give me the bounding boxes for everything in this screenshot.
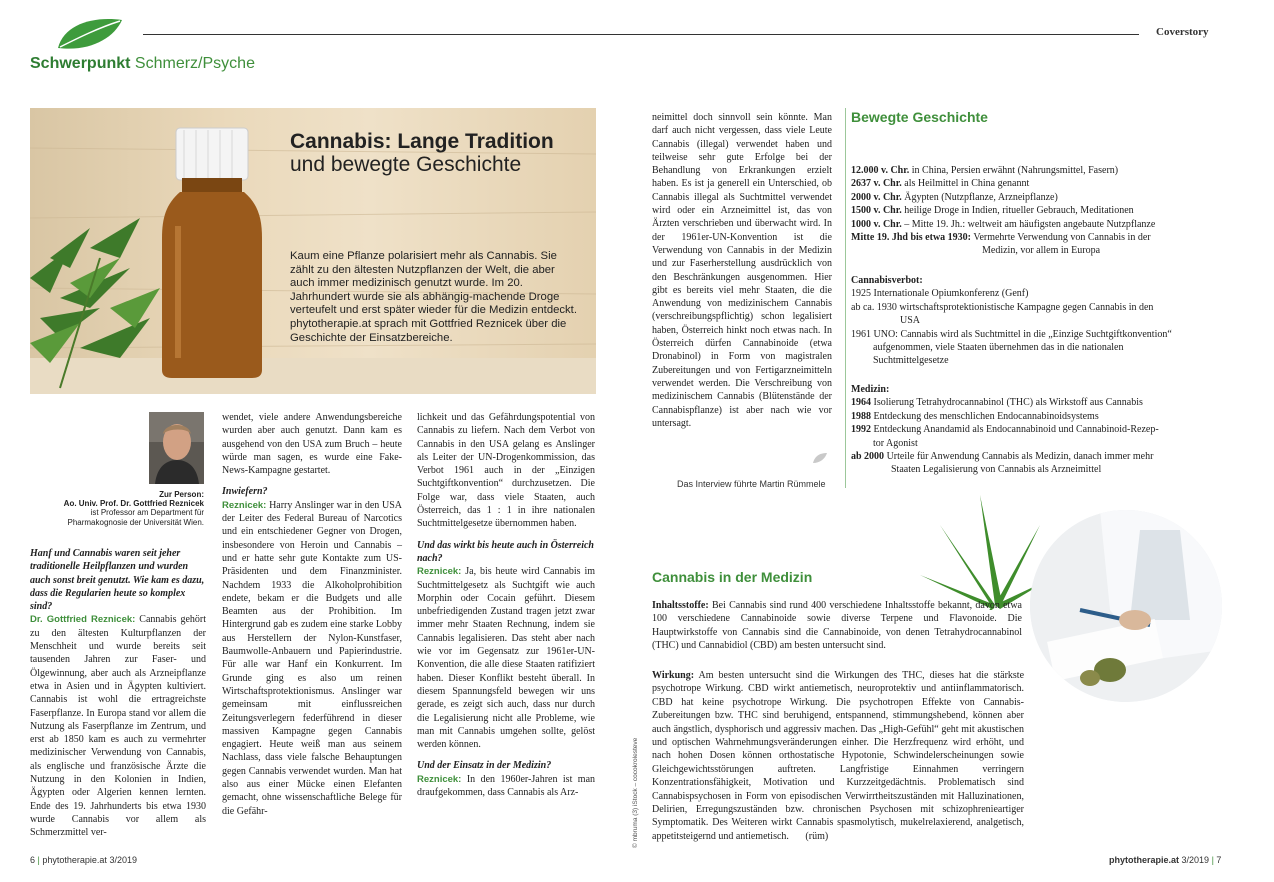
hero-intro: Kaum eine Pflanze polarisiert mehr als Cannabis. Sie zählt zu den ältesten Nutzpflanzen der Welt, die aber auch immer medizinisch genutzt wurde. Im 20. Jahrhundert wurde sie als abhängig-machende Droge verteufelt und erst später wieder für die Medizin entdeckt. phytotherapie.at sprach mit Gottfried Reznicek über die Geschichte der Einsatzbereiche. xyxy=(290,250,577,344)
footer-left-issue: 3/2019 xyxy=(109,855,137,865)
column-3 xyxy=(417,411,595,799)
medizin-p2-label: Wirkung: xyxy=(652,670,695,681)
verbot-row-cont: Suchtmittelgesetze xyxy=(873,355,949,367)
section-title-light: Schmerz/Psyche xyxy=(134,55,255,72)
speaker-4: Reznicek: xyxy=(417,773,462,785)
coverstory-label: Coverstory xyxy=(1156,26,1209,38)
medizin-row: 1964 Isolierung Tetrahydrocannabinol (THC) als Wirkstoff aus Cannabis xyxy=(851,397,1143,409)
verbot-row: 1961 UNO: Cannabis wird als Suchtmittel in die „Einzige Suchtgiftkonvention“ xyxy=(851,328,1172,340)
person-role: ist Professor am Department für Pharmakognosie der Universität Wien. xyxy=(67,508,204,527)
hero-title-1: Cannabis: Lange Tradition xyxy=(290,130,554,153)
history-row: Mitte 19. Jhd bis etwa 1930: Vermehrte Verwendung von Cannabis in der xyxy=(851,232,1151,244)
doctor-photo xyxy=(1030,510,1222,702)
medizin-box-p1 xyxy=(652,599,1022,653)
person-box xyxy=(30,490,204,527)
medizin-p1-label: Inhaltsstoffe: xyxy=(652,600,709,611)
speaker-3: Reznicek: xyxy=(417,566,462,578)
medizin-signature: (rüm) xyxy=(805,830,829,842)
speaker-2: Reznicek: xyxy=(222,499,267,511)
hero-image xyxy=(30,108,596,394)
verbot-row: 1925 Internationale Opiumkonferenz (Genf) xyxy=(851,288,1029,300)
footer-left-mag: phytotherapie.at xyxy=(42,855,107,865)
col4-text: neimittel doch sinnvoll sein könnte. Man darf auch nicht vergessen, dass viele Leute Cannabis (illegal) verwendet haben und teilweise sehr gute Erfolge bei der Behandlung von Erkrankungen erzielt haben. Es ist ja generell ein Unterschied, ob Cannabis illegal als Suchtmittel verwendet wird oder ein Arzneimittel ist, das von Ärzten verschrieben und überwacht wird. In der 1961er-UN-Konvention ist die Verwendung von Cannabis in der Medizin und zur Faserherstellung ausdrücklich von den Beschränkungen ausgenommen. Hier gibt es bereits viel mehr Staaten, die die Anwendung von medizinischem Cannabis (verschreibungspflichtig) schon legalisiert haben, Österreich hinkt noch etwas nach. In Österreich dürfen Cannabinoide (etwa Dronabinol) in Form von magistralen Zubereitungen und von Fertigarzneimitteln verwendet werden. Die Verschreibung von medizinischem Cannabis (Blütenstände der Cannabispflanze) ist aber nach wie vor untersagt. xyxy=(652,112,832,429)
history-row: 1000 v. Chr. – Mitte 19. Jh.: weltweit am häufigsten angebaute Nutzpflanze xyxy=(851,218,1156,230)
footer-right-page: 7 xyxy=(1216,855,1222,865)
footer-right-mag: phytotherapie.at xyxy=(1109,855,1180,865)
column-1 xyxy=(30,547,206,840)
answer-1: Cannabis gehört zu den ältesten Kulturpflanzen der Menschheit und wurde bereits seit tausenden Jahren zur Faser- und Ölgewinnung, aber auch als Arzneipflanze etwa in Asien und in Ägypten kultiviert. Cannabis ist wohl die ertragreichste Faserpflanze. In Europa stand vor allem die Nutzung als Faserpflanze im Zentrum, und erst ab 1850 kam es auch zu vermehrter medizinischer Verwendung von Cannabis, als englische und französische Ärzte die Nutzung in den Kolonien in Indien, Ägypten oder Algerien kennen lernten. Ende des 19. Jahrhunderts bis etwa 1930 wurde Cannabis vor allem als Schmerzmittel ver- xyxy=(30,614,206,839)
medizin-row: 1992 Entdeckung Anandamid als Endocannabinoid und Cannabinoid-Rezep- xyxy=(851,424,1159,436)
person-label: Zur Person: xyxy=(159,490,204,499)
medizin-p2-text: Am besten untersucht sind die Wirkungen des THC, dieses hat die stärkste psychotrope Wirkung. CBD wirkt antiemetisch, neuroprotektiv und antiinflammatorisch. CBD hat keine psychotrope Wirkung. Die psychotropen Effekte von Cannabis-Zubereitungen bzw. THC sind beruhigend, entspannend, stimmungshebend, können aber auch ängstlich, dysphorisch und aggressiv machen. Das „High-Gefühl“ geht mit akustischen und optischen Wahrnehmungsveränderungen einher. Die Herzfrequenz wird erhöht, und nach hohen Dosen können orthostatische Hypotonie, Schwindelerscheinungen sowie Gleichgewichtsstörungen auftreten. Langfristige Einnahmen verringern Konzentrationsfähigkeit, Motivation und Kurzzeitgedächtnis. Problematisch sind Cannabispsychosen in Form von episodischen Verwirrtheitszuständen mit Halluzinationen, Delirien, Erregungszuständen bzw. chronischen Psychosen mit schizophrenieartiger Symptomatik. Des Weiteren wirkt Cannabis spasmolytisch, mukelrelaxierend, analgetisch, appetitsteigernd und antiemetisch. xyxy=(652,670,1025,842)
column-2 xyxy=(222,411,402,818)
medizin-row-cont: tor Agonist xyxy=(873,437,918,449)
verbot-row-cont: aufgenommen, viele Staaten übernehmen das in die nationalen xyxy=(873,342,1124,354)
history-row: 2637 v. Chr. als Heilmittel in China genannt xyxy=(851,178,1030,190)
question-2: Inwiefern? xyxy=(222,486,268,498)
logo-leaf-icon xyxy=(54,14,126,54)
question-3: Und das wirkt bis heute auch in Österreich nach? xyxy=(417,539,594,564)
column-4 xyxy=(652,111,832,430)
verbot-row-cont: USA xyxy=(900,315,921,327)
timeline-medizin xyxy=(851,383,1211,477)
footer-right: phytotherapie.at 3/2019 | 7 xyxy=(1109,855,1222,865)
section-title xyxy=(30,55,255,73)
col3-p1: lichkeit und das Gefährdungspotential von Cannabis zu liefern. Nach dem Verbot von Cannabis in den USA gelang es Anslinger als Leiter der UN-Drogenkommission, das Verbot 1961 auch in der „Einzigen Suchtgiftkonvention“ durchzusetzen. Die Folge war, dass viele Staaten, auch Österreich, das 1 : 1 in ihre nationalen Suchtmittelgesetze übernommen haben. xyxy=(417,412,595,530)
question-4: Und der Einsatz in der Medizin? xyxy=(417,760,552,772)
history-row-cont: Medizin, vor allem in Europa xyxy=(982,245,1101,257)
end-leaf-icon xyxy=(812,451,828,463)
timeline-verbot xyxy=(851,274,1211,368)
history-row: 12.000 v. Chr. in China, Persien erwähnt (Nahrungsmittel, Fasern) xyxy=(851,165,1119,176)
timeline-title: Bewegte Geschichte xyxy=(851,109,988,125)
medizin-row: 1988 Entdeckung des menschlichen Endocannabinoidsystems xyxy=(851,410,1099,422)
timeline-divider xyxy=(845,108,846,488)
medizin-box-p2 xyxy=(652,669,1024,843)
medizin-label: Medizin: xyxy=(851,384,890,395)
header-rule xyxy=(143,34,1139,35)
timeline-history xyxy=(851,164,1191,258)
portrait-photo xyxy=(149,412,204,484)
medizin-row-cont: Staaten Legalisierung von Cannabis als Arzneimittel xyxy=(891,464,1102,476)
section-title-bold: Schwerpunkt xyxy=(30,55,131,72)
history-row: 2000 v. Chr. Ägypten (Nutzpflanze, Arzneipflanze) xyxy=(851,191,1058,203)
verbot-label: Cannabisverbot: xyxy=(851,275,923,286)
footer-right-issue: 3/2019 xyxy=(1181,855,1210,865)
medizin-p1-text: Bei Cannabis sind rund 400 verschiedene Inhaltsstoffe bekannt, davon etwa 100 verschiedene Cannabinoide sowie diverse Terpene und Flavonoide. Die Hauptwirkstoffe von Cannabis sind die Cannabinoide, von denen Tetrahydrocannabinol (THC) und Cannabidiol (CBD) am besten untersucht sind. xyxy=(652,600,1022,652)
answer-3: Ja, bis heute wird Cannabis im Suchtmittelgesetz als Suchtgift wie auch Morphin oder Cocain geführt. Diesem unbefriedigenden Zustand tragen jetzt zwar immer mehr Staaten Rechnung, indem sie Cannabis legalisieren. Das steht aber nach wie vor im Gegensatz zur 1961er-UN-Konvention, die alle diese Staaten ratifiziert haben. Dieser Konflikt besteht überall. In diesem Spannungsfeld bewegen wir uns gerade, es zeigt sich auch, dass nur durch die Legalisierung nicht alle Probleme, wie man mit Cannabis umgehen sollte, gelöst werden können. xyxy=(417,566,596,751)
footer-left-page: 6 xyxy=(30,855,36,865)
footer-left: 6 | phytotherapie.at 3/2019 xyxy=(30,855,137,865)
person-name: Ao. Univ. Prof. Dr. Gottfried Reznicek xyxy=(63,499,204,509)
question-1: Hanf und Cannabis waren seit jeher traditionelle Heilpflanzen und wurden auch sonst breit genutzt. Wie kam es dazu, dass die Regularien heute so komplex sind? xyxy=(30,548,205,613)
photo-credit: © mbruma (3) iStock – cocokrolesteve xyxy=(632,737,639,848)
answer-2: Harry Anslinger war in den USA der Leiter des Federal Bureau of Narcotics und ein entschiedener Gegner von Drogen, insbesondere von Heroin und Cannabis – und er hatte sehr gute Kontakte zum US-Präsidenten und dem Finanzminister. Nachdem 1933 die Alkoholprohibition endete, bekam er die Budgets und alle Beamten aus der Prohibition. Im Hintergrund gab es zudem eine starke Lobby aus Herstellern der Nylon-Kunstfaser, Baumwolle-Anbauern und Papierindustrie. Für alle war Hanf ein Konkurrent. Im Grunde ging es also um reinen Wirtschaftsprotektionismus. Anslinger war gemeinsam mit einflussreichen Zeitungsverlegern federführend in dieser massiven Kampagne gegen Cannabis engagiert. Heute weiß man aus seinem Nachlass, dass viele falsche Behauptungen gegen Cannabis verwendet wurden. Man hat also aus einer Mücke einen Elefanten gemacht, ohne wissenschaftliche Belege für die Gefähr- xyxy=(222,499,402,817)
interview-credit: Das Interview führte Martin Rümmele xyxy=(677,479,826,489)
answer-4: In den 1960er-Jahren ist man draufgekommen, dass Cannabis als Arz- xyxy=(417,773,596,799)
col2-p1: wendet, viele andere Anwendungsbereiche wurden aber auch genutzt. Dann kam es ausgehend von den USA zum Bruch – heute würde man sagen, es wurde eine Fake-News-Kampagne gestartet. xyxy=(222,412,402,477)
medizin-box-title: Cannabis in der Medizin xyxy=(652,569,813,585)
medizin-row: ab 2000 Urteile für Anwendung Cannabis als Medizin, danach immer mehr xyxy=(851,451,1154,463)
history-row: 1500 v. Chr. heilige Droge in Indien, ritueller Gebrauch, Meditationen xyxy=(851,205,1134,217)
verbot-row: ab ca. 1930 wirtschaftsprotektionistische Kampagne gegen Cannabis in den xyxy=(851,301,1154,313)
speaker-1: Dr. Gottfried Reznicek: xyxy=(30,614,136,626)
hero-title-2: und bewegte Geschichte xyxy=(290,153,522,176)
